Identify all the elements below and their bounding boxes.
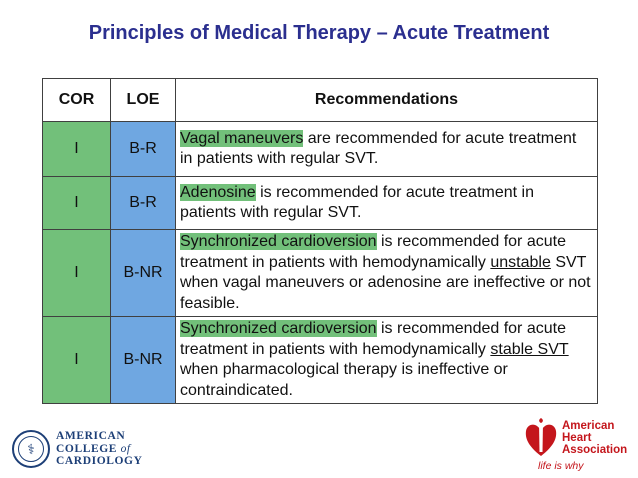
loe-cell: B-NR — [111, 317, 176, 404]
aha-logo — [524, 414, 630, 474]
loe-cell: B-NR — [111, 230, 176, 317]
header-loe: LOE — [111, 79, 176, 122]
cor-cell: I — [43, 317, 111, 404]
table-header-row — [43, 79, 598, 122]
recommendation-text: is recommended for acute treatment in patients with hemodynamically — [180, 233, 566, 271]
aha-line-3: Association — [562, 444, 628, 456]
cor-cell: I — [43, 177, 111, 230]
recommendation-cell — [176, 122, 598, 177]
recommendation-text-end: when pharmacological therapy is ineffective or contraindicated. — [180, 361, 508, 399]
header-recommendations: Recommendations — [176, 79, 598, 122]
table-row — [43, 230, 598, 317]
recommendation-cell — [176, 177, 598, 230]
table-row — [43, 122, 598, 177]
highlighted-term: Synchronized cardioversion — [180, 320, 377, 337]
aha-line-1: American — [562, 420, 615, 432]
table-row — [43, 177, 598, 230]
highlighted-term: Synchronized cardioversion — [180, 233, 377, 250]
loe-cell: B-R — [111, 122, 176, 177]
recommendation-text: is recommended for acute treatment in patients with regular SVT. — [180, 183, 534, 221]
cor-cell: I — [43, 122, 111, 177]
cor-cell: I — [43, 230, 111, 317]
acc-line-1: AMERICAN — [56, 430, 126, 443]
aha-line-2: Heart — [562, 432, 592, 444]
recommendation-text-end: SVT when vagal maneuvers or adenosine are ineffective or not feasible. — [180, 253, 591, 312]
acc-logo — [12, 426, 143, 472]
loe-cell: B-R — [111, 177, 176, 230]
recommendation-text: is recommended for acute treatment in patients with hemodynamically — [180, 320, 566, 358]
acc-wordmark — [56, 430, 143, 468]
recommendations-table — [42, 78, 598, 404]
slide-title: Principles of Medical Therapy – Acute Treatment — [88, 22, 550, 44]
aha-tagline: life is why — [538, 460, 584, 472]
highlighted-term: Adenosine — [180, 183, 256, 201]
highlighted-term: Vagal maneuvers — [180, 129, 304, 147]
acc-line-3: CARDIOLOGY — [56, 455, 143, 468]
acc-seal-icon: ⚕ — [12, 430, 50, 468]
aha-wordmark — [562, 420, 627, 456]
acc-line-2: COLLEGE of — [56, 442, 131, 455]
heart-torch-icon — [524, 418, 558, 458]
header-cor: COR — [43, 79, 111, 122]
recommendation-cell — [176, 317, 598, 404]
recommendation-text: are recommended for acute treatment in patients with regular SVT. — [180, 129, 577, 167]
underlined-term: stable SVT — [490, 340, 569, 358]
table-row — [43, 317, 598, 404]
recommendation-cell — [176, 230, 598, 317]
underlined-term: unstable — [490, 253, 551, 271]
